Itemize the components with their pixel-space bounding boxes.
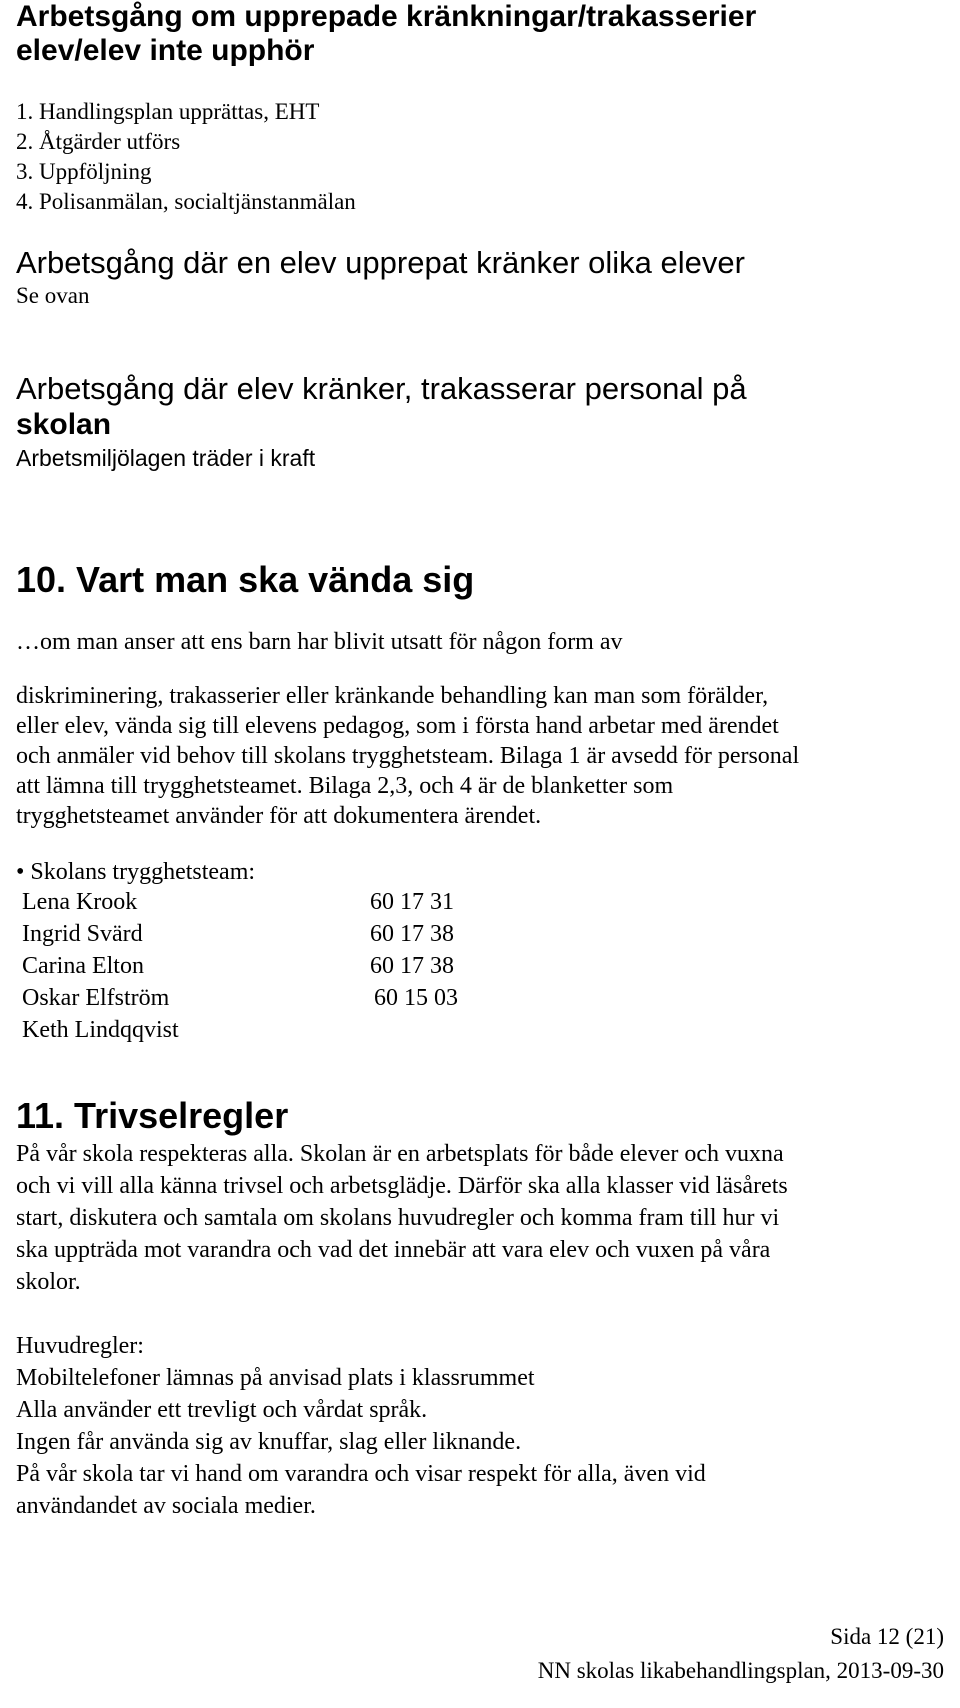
rule-item: användandet av sociala medier. — [16, 1493, 316, 1519]
section-title: Arbetsgång där elev kränker, trakasserar personal på — [16, 371, 747, 406]
rules-label: Huvudregler: — [16, 1333, 144, 1359]
section-heading: 11. Trivselregler — [16, 1095, 289, 1136]
section-text: Se ovan — [16, 283, 90, 308]
rule-item: Ingen får använda sig av knuffar, slag eller liknande. — [16, 1429, 522, 1455]
body-line: trygghetsteamet använder för att dokumentera ärendet. — [16, 803, 542, 829]
body-line: att lämna till trygghetsteamet. Bilaga 2,3, och 4 är de blanketter som — [16, 773, 674, 799]
section-title: elev/elev inte upphör — [16, 34, 315, 67]
body-line: På vår skola respekteras alla. Skolan är en arbetsplats för både elever och vuxna — [16, 1141, 784, 1167]
contact-phone: 60 17 38 — [370, 953, 454, 979]
rule-item: På vår skola tar vi hand om varandra och visar respekt för alla, även vid — [16, 1461, 706, 1487]
list-item: 3. Uppföljning — [16, 159, 152, 184]
team-label: • Skolans trygghetsteam: — [16, 859, 256, 885]
body-line: och anmäler vid behov till skolans trygghetsteam. Bilaga 1 är avsedd för personal — [16, 743, 800, 769]
body-line: skolor. — [16, 1269, 81, 1295]
contact-phone: 60 17 38 — [370, 921, 454, 947]
section-title: skolan — [16, 408, 112, 441]
body-line: eller elev, vända sig till elevens pedagog, som i första hand arbetar med ärendet — [16, 713, 779, 739]
section-heading: 10. Vart man ska vända sig — [16, 559, 475, 600]
contact-name: Oskar Elfström — [22, 985, 170, 1011]
contact-phone: 60 17 31 — [370, 889, 454, 915]
list-item: 1. Handlingsplan upprättas, EHT — [16, 99, 320, 124]
list-item: 2. Åtgärder utförs — [16, 129, 181, 154]
list-item: 4. Polisanmälan, socialtjänstanmälan — [16, 189, 356, 214]
body-line: ska uppträda mot varandra och vad det innebär att vara elev och vuxen på våra — [16, 1237, 771, 1263]
body-line: och vi vill alla känna trivsel och arbetsglädje. Därför ska alla klasser vid läsårets — [16, 1173, 788, 1199]
contact-name: Keth Lindqqvist — [22, 1017, 179, 1043]
contact-name: Ingrid Svärd — [22, 921, 143, 947]
section-title: Arbetsgång där en elev upprepat kränker olika elever — [16, 245, 745, 280]
body-line: start, diskutera och samtala om skolans huvudregler och komma fram till hur vi — [16, 1205, 780, 1231]
contact-name: Lena Krook — [22, 889, 138, 915]
contact-phone: 60 15 03 — [374, 985, 458, 1011]
body-line: diskriminering, trakasserier eller kränkande behandling kan man som förälder, — [16, 683, 769, 709]
section-title: Arbetsgång om upprepade kränkningar/trakasserier — [16, 0, 757, 33]
intro-text: …om man anser att ens barn har blivit utsatt för någon form av — [16, 629, 623, 655]
page-number: Sida 12 (21) — [830, 1624, 944, 1649]
rule-item: Alla använder ett trevligt och vårdat språk. — [16, 1397, 428, 1423]
contact-name: Carina Elton — [22, 953, 144, 979]
document-footer: NN skolas likabehandlingsplan, 2013-09-30 — [537, 1658, 944, 1683]
rule-item: Mobiltelefoner lämnas på anvisad plats i klassrummet — [16, 1365, 535, 1391]
section-text: Arbetsmiljölagen träder i kraft — [16, 445, 316, 471]
